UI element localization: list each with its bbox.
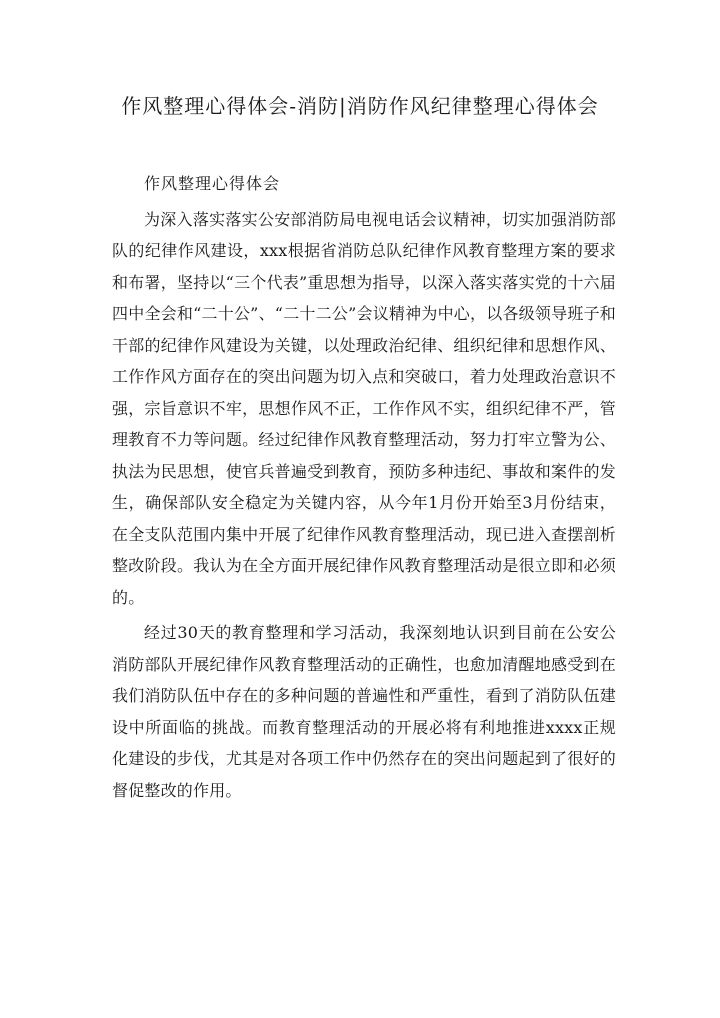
- section-heading: 作风整理心得体会: [144, 174, 281, 193]
- paragraph-1: 为深入落实落实公安部消防局电视电话会议精神，切实加强消防部队的纪律作风建设，xxx根据省消防总队纪律作风教育整理方案的要求和布署，坚持以“三个代表”重思想为指导，以深入落实落实党的十六届四中全会和“二十公”、“二十二公”会议精神为中心，以各级领导班子和干部的纪律作风建设为关键，以处理政治纪律、组织纪律和思想作风、工作作风方面存在的突出问题为切入点和突破口，着力处理政治意识不强，宗旨意识不牢，思想作风不正，工作作风不实，组织纪律不严，管理教育不力等问题。经过纪律作风教育整理活动，努力打牢立警为公、执法为民思想，使官兵普遍受到教育，预防多种违纪、事故和案件的发生，确保部队安全稳定为关键内容，从今年1月份开始至3月份结束，在全支队范围内集中开展了纪律作风教育整理活动，现已进入查摆剖析整改阶段。我认为在全方面开展纪律作风教育整理活动是很立即和必须的。: [112, 209, 616, 607]
- document-title: 作风整理心得体会-消防|消防作风纪律整理心得体会: [121, 94, 599, 118]
- document-body: [112, 168, 616, 810]
- paragraph-2: 经过30天的教育整理和学习活动，我深刻地认识到目前在公安公消防部队开展纪律作风教育整理活动的正确性，也愈加清醒地感受到在我们消防队伍中存在的多种问题的普遍性和严重性，看到了消防队伍建设中所面临的挑战。而教育整理活动的开展必将有利地推进xxxx正规化建设的步伐，尤其是对各项工作中仍然存在的突出问题起到了很好的督促整改的作用。: [112, 623, 616, 800]
